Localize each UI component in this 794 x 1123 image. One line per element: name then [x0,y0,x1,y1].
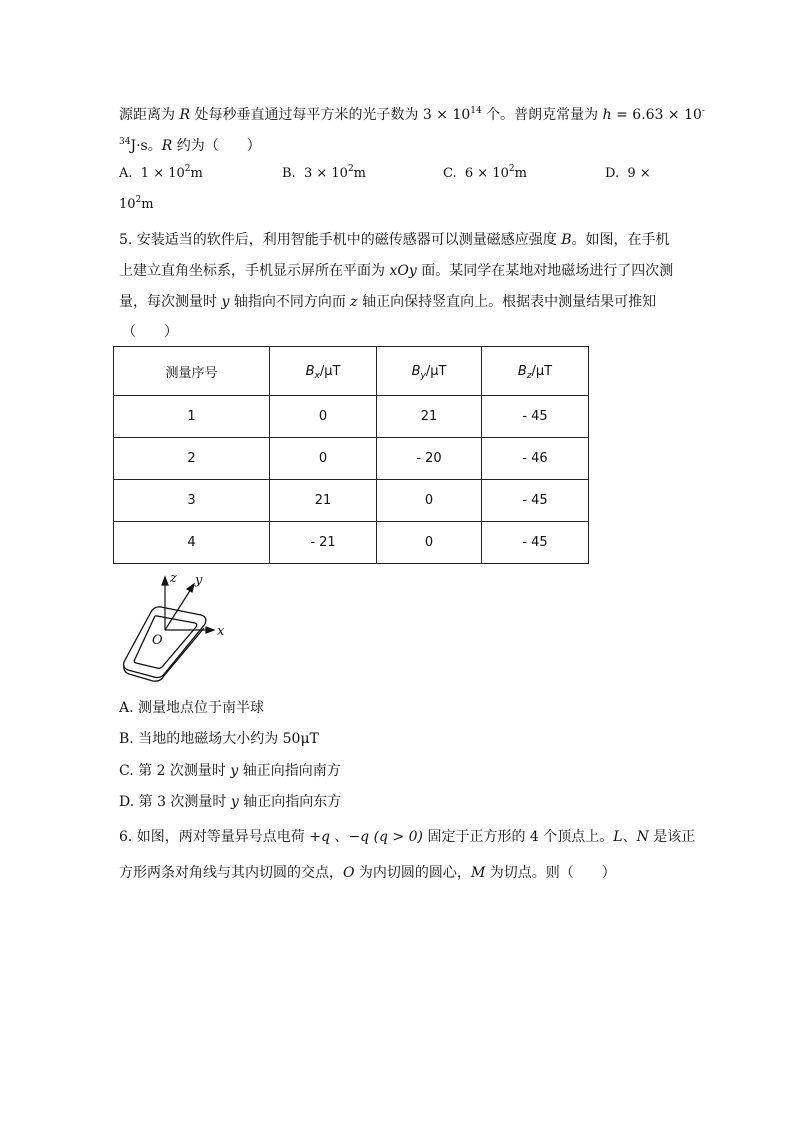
phone-edge [124,628,204,681]
option-unit: m [141,197,154,212]
header-unit: /μT [319,363,341,379]
option-unit: m [514,166,527,181]
table-cell: - 21 [270,522,377,564]
q4-option-a[interactable] [119,166,203,181]
q5-line-3 [119,291,656,311]
answer-paren: （ ） [122,324,178,340]
exponent: - [701,106,705,116]
table-header-row [114,347,589,396]
q5-text: 。如图，在手机 [571,232,670,248]
table-row [114,438,589,480]
table-cell: 2 [114,438,270,480]
option-value: 9 × [627,166,651,181]
q6-text: 为切点。则（ ） [485,865,616,881]
q6-text: 为内切圆的圆心， [354,865,471,881]
header-subscript: z [526,370,532,381]
q4-text: 处每秒垂直通过每平方米的光子数为 3 × 10 [190,107,471,123]
q5-option-c[interactable] [119,760,341,780]
q5-text: 轴指向不同方向而 [229,294,351,310]
option-text: 轴正向指向东方 [238,794,342,810]
option-text: A. 测量地点位于南半球 [119,700,265,716]
option-unit: m [190,166,203,181]
var-O: O [343,865,355,881]
q6-text: 6. 如图，两对等量异号点电荷 [119,829,310,845]
table-cell: 1 [114,396,270,438]
table-cell: - 20 [377,438,482,480]
table-row [114,396,589,438]
var-y: y [230,794,239,810]
header-by [377,347,482,396]
q5-option-b[interactable] [119,728,319,748]
table-cell: - 45 [482,522,589,564]
option-value: 1 × 10 [140,166,185,181]
table-cell: 3 [114,480,270,522]
q4-line-2 [119,135,261,155]
y-axis [165,589,191,630]
q6-text: 固定于正方形的 4 个顶点上。 [427,829,614,845]
header-bz [482,347,589,396]
phone-axes-figure [115,568,235,683]
table-cell: 21 [377,396,482,438]
charge-condition: (q > 0) [369,829,428,845]
var-R: R [179,107,190,123]
header-symbol: B [305,363,315,379]
var-L: L [613,829,623,845]
z-axis-arrow-icon [162,577,168,585]
x-axis-arrow-icon [206,627,214,633]
q6-line-1 [119,826,695,846]
header-unit: /μT [531,363,553,379]
charge-plus-q: +q [309,829,330,845]
q4-text: J·s。 [130,138,162,154]
label-x: x [217,624,225,639]
exponent: 2 [347,164,354,174]
q4-option-d-continued [119,197,154,212]
q5-option-d[interactable] [119,791,341,811]
option-text: 轴正向指向南方 [238,763,341,779]
header-subscript: x [314,370,320,381]
label-z: z [170,571,177,586]
option-text: D. 第 3 次测量时 [119,794,231,810]
exponent: 2 [508,164,515,174]
table-cell: 0 [377,522,482,564]
header-symbol: B [517,363,527,379]
option-value: 3 × 10 [303,166,348,181]
option-label: B. [282,166,296,181]
q5-text: 量，每次测量时 [119,294,222,310]
var-y: y [221,294,230,310]
y-axis-arrow-icon [187,584,194,592]
q6-text: 是该正 [648,829,696,845]
q5-line-1 [119,229,670,249]
header-bx [270,347,377,396]
q5-line-4 [122,321,178,341]
q5-line-2 [119,260,673,280]
header-index: 测量序号 [114,347,270,396]
table-cell: 21 [270,480,377,522]
q6-line-2 [119,862,616,882]
charge-minus-q: −q [348,829,370,845]
table-cell: - 45 [482,480,589,522]
q4-text: 约为（ ） [172,138,261,154]
q5-text: 面。某同学在某地对地磁场进行了四次测 [416,263,674,279]
option-value: 10 [119,197,136,212]
table-cell: 0 [377,480,482,522]
q5-text: 上建立直角坐标系，手机显示屏所在平面为 [119,263,390,279]
q4-line-1 [119,104,705,124]
option-text: B. 当地的地磁场大小约为 50μT [119,731,319,747]
header-unit: /μT [425,363,447,379]
var-R: R [161,138,173,154]
q4-text: 源距离为 [119,107,180,123]
q4-text: 个。普朗克常量为 [481,107,603,123]
var-M: M [470,865,486,881]
var-B: B [561,232,572,248]
option-label: A. [119,166,133,181]
table-row [114,522,589,564]
var-h: h [602,107,612,123]
table-cell: 0 [270,438,377,480]
q5-option-a[interactable] [119,697,264,717]
q4-text: = 6.63 × 10 [611,107,702,123]
header-subscript: y [420,370,426,381]
option-text: C. 第 2 次测量时 [119,763,231,779]
q4-option-b[interactable] [282,166,366,181]
var-z: z [350,294,358,310]
q5-text: 轴正向保持竖直向上。根据表中测量结果可推知 [357,294,657,310]
header-symbol: B [411,363,421,379]
label-origin: O [152,633,163,648]
option-value: 6 × 10 [464,166,509,181]
q6-text: 方形两条对角线与其内切圆的交点， [119,865,343,881]
exponent: 2 [135,195,142,205]
label-y: y [195,573,203,588]
var-y: y [230,763,239,779]
exponent: 34 [119,137,131,147]
q6-text: 、 [622,829,637,845]
q5-text: 5. 安装适当的软件后，利用智能手机中的磁传感器可以测量磁感应强度 [119,232,562,248]
var-N: N [636,829,649,845]
option-unit: m [353,166,366,181]
var-xOy: xOy [389,263,417,279]
table-row [114,480,589,522]
table-cell: 4 [114,522,270,564]
table-cell: 0 [270,396,377,438]
q4-option-d[interactable] [605,166,651,181]
option-label: D. [605,166,620,181]
exponent: 2 [184,164,191,174]
q6-text: 、 [329,829,349,845]
q4-option-c[interactable] [443,166,527,181]
exponent: 14 [470,106,482,116]
measurement-table [113,346,589,564]
table-cell: - 45 [482,396,589,438]
table-cell: - 46 [482,438,589,480]
option-label: C. [443,166,457,181]
